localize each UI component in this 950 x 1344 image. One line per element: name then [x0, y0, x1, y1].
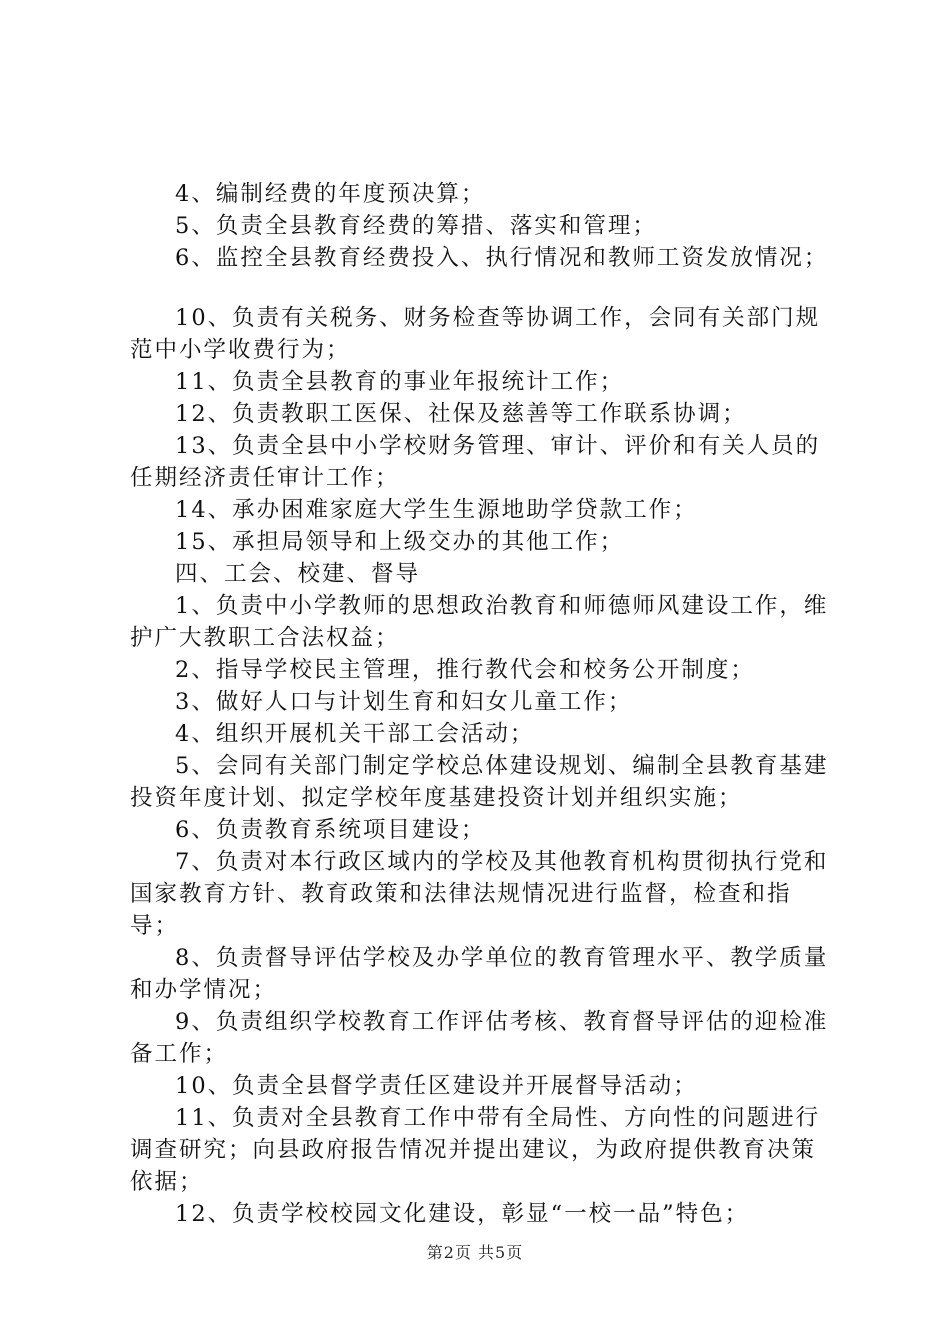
page-number-footer: 第2页 共5页 — [426, 1243, 524, 1262]
paragraph: 9、负责组织学校教育工作评估考核、教育督导评估的迎检准备工作； — [130, 1009, 829, 1067]
paragraph: 12、负责教职工医保、社保及慈善等工作联系协调； — [175, 401, 747, 427]
paragraph: 5、负责全县教育经费的筹措、落实和管理； — [175, 213, 657, 239]
paragraph: 10、负责全县督学责任区建设并开展督导活动； — [175, 1073, 698, 1099]
paragraph: 5、会同有关部门制定学校总体建设规划、编制全县教育基建投资年度计划、拟定学校年度基建投资计划并组织实施； — [130, 753, 829, 811]
paragraph: 8、负责督导评估学校及办学单位的教育管理水平、教学质量和办学情况； — [130, 945, 829, 1003]
paragraph: 6、负责教育系统项目建设； — [175, 817, 486, 843]
paragraph: 14、承办困难家庭大学生生源地助学贷款工作； — [175, 497, 698, 523]
paragraph: 15、承担局领导和上级交办的其他工作； — [175, 529, 625, 555]
paragraph-gap — [130, 274, 830, 302]
paragraph: 4、编制经费的年度预决算； — [175, 181, 486, 207]
paragraph: 11、负责对全县教育工作中带有全局性、方向性的问题进行调查研究；向县政府报告情况并提出建议，为政府提供教育决策依据； — [130, 1105, 821, 1195]
paragraph: 13、负责全县中小学校财务管理、审计、评价和有关人员的任期经济责任审计工作； — [130, 433, 821, 491]
paragraph: 7、负责对本行政区域内的学校及其他教育机构贯彻执行党和国家教育方针、教育政策和法律法规情况进行监督，检查和指导； — [130, 849, 829, 939]
paragraph: 10、负责有关税务、财务检查等协调工作，会同有关部门规范中小学收费行为； — [130, 305, 821, 363]
paragraph: 4、组织开展机关干部工会活动； — [175, 721, 535, 747]
paragraph: 1、负责中小学教师的思想政治教育和师德师风建设工作，维护广大教职工合法权益； — [130, 593, 829, 651]
paragraph: 12、负责学校校园文化建设，彰显“一校一品”特色； — [175, 1201, 750, 1227]
document-body — [130, 178, 830, 1230]
paragraph: 6、监控全县教育经费投入、执行情况和教师工资发放情况； — [175, 245, 829, 271]
paragraph: 3、做好人口与计划生育和妇女儿童工作； — [175, 689, 633, 715]
paragraph: 11、负责全县教育的事业年报统计工作； — [175, 369, 625, 395]
section-heading: 四、工会、校建、督导 — [175, 561, 421, 587]
paragraph: 2、指导学校民主管理，推行教代会和校务公开制度； — [175, 657, 755, 683]
